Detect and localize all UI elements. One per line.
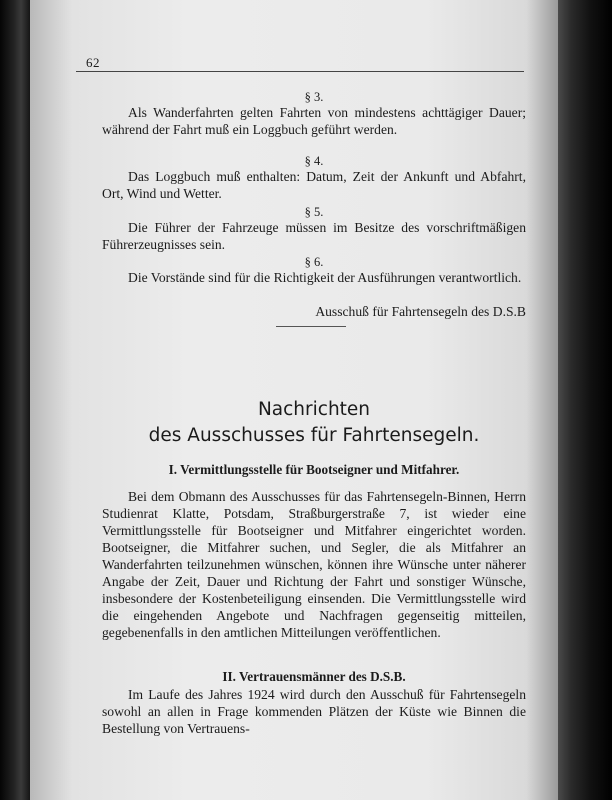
part-2-title: II. Vertrauensmänner des D.S.B. — [222, 669, 406, 684]
section-mark-6: § 6. — [304, 255, 324, 269]
separator-rule — [276, 326, 346, 327]
heading-line-1: Nachrichten — [257, 399, 371, 420]
section-mark-5: § 5. — [304, 205, 324, 219]
header-rule — [76, 71, 524, 72]
book-spine-shadow — [0, 0, 30, 800]
section-mark-4: § 4. — [304, 154, 324, 168]
page-number: 62 — [86, 55, 100, 70]
section-3-block — [102, 104, 526, 138]
section-5-text: Die Führer der Fahrzeuge müssen im Besitze des vorschriftmäßigen Führerzeugnisses sein. — [102, 220, 526, 252]
section-4-text: Das Loggbuch muß enthalten: Datum, Zeit der Ankunft und Abfahrt, Ort, Wind und Wetter. — [102, 169, 526, 201]
section-3-text: Als Wanderfahrten gelten Fahrten von mindestens achttägiger Dauer; während der Fahrt muß ein Loggbuch geführt werden. — [102, 105, 526, 137]
section-6-block — [102, 269, 526, 286]
book-page — [30, 0, 558, 800]
part-1-block — [102, 488, 526, 641]
part-2-text: Im Laufe des Jahres 1924 wird durch den Ausschuß für Fahrtensegeln sowohl an allen in Frage kommenden Plätzen der Küste wie Binnen die Bestellung von Vertrauens- — [102, 687, 526, 736]
heading-line-2: des Ausschusses für Fahrtensegeln. — [148, 425, 480, 446]
part-2-block — [102, 686, 526, 737]
book-edge-shadow — [558, 0, 612, 800]
section-4-block — [102, 168, 526, 202]
committee-signature: Ausschuß für Fahrtensegeln des D.S.B — [315, 304, 526, 319]
section-mark-3: § 3. — [304, 90, 324, 104]
part-1-title: I. Vermittlungsstelle für Bootseigner und Mitfahrer. — [168, 462, 460, 477]
part-1-text: Bei dem Obmann des Ausschusses für das Fahrtensegeln-Binnen, Herrn Studienrat Klatte, Potsdam, Straßburgerstraße 7, ist wieder eine Vermittlungsstelle für Bootseigner und Mitfahrer eingerichtet worden. Bootseigner, die Mitfahrer suchen, und Segler, die als Mitfahrer an Wanderfahrten teilzunehmen wünschen, können ihre Wünsche unter näherer Angabe der Zeit, Dauer und Richtung der Fahrt und sonstiger Wünsche, insbesondere der Kostenbeteiligung einsenden. Die Vermittlungsstelle wird die eingehenden Angebote und Nachfragen gegenseitig mitteilen, gegebenenfalls in den amtlichen Mitteilungen veröffentlichen. — [102, 489, 526, 640]
section-5-block — [102, 219, 526, 253]
section-6-text: Die Vorstände sind für die Richtigkeit der Ausführungen verantwortlich. — [128, 270, 522, 285]
